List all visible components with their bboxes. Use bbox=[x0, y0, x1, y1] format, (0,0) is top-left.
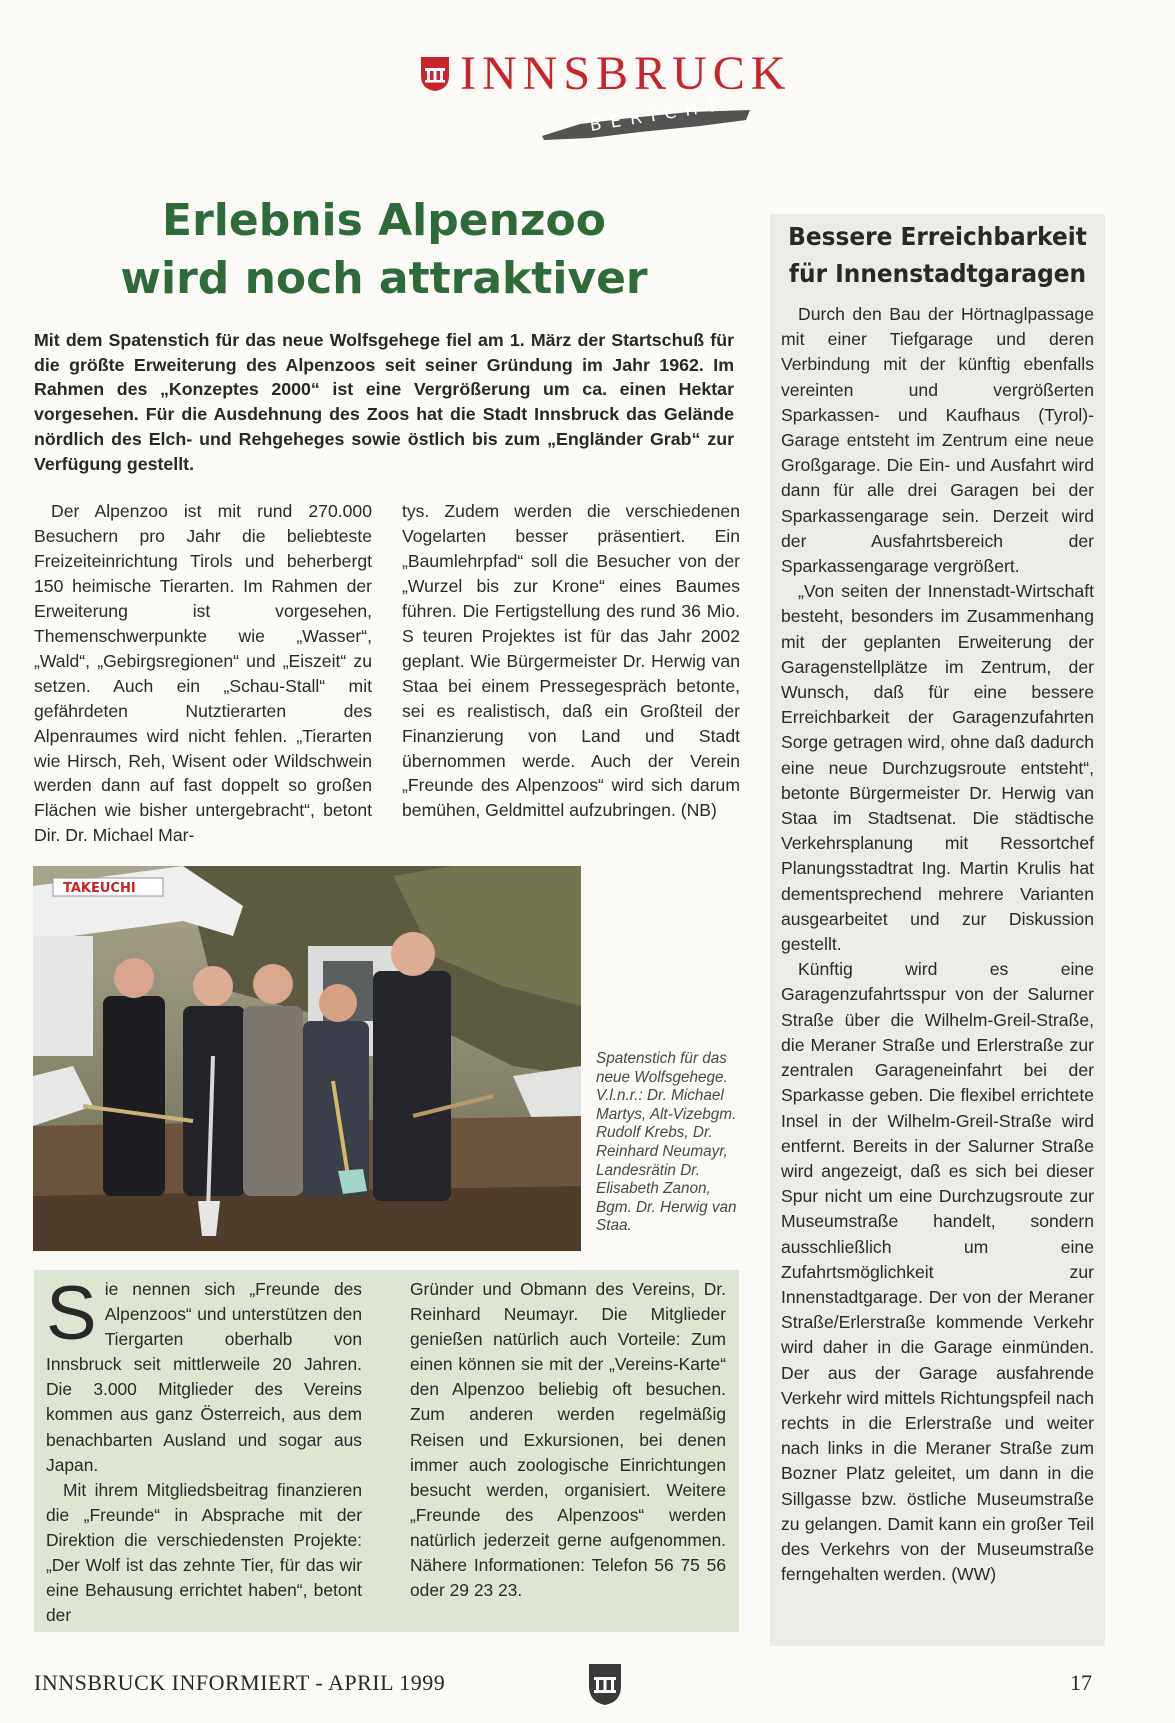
masthead-subtitle: BERICHT bbox=[588, 94, 728, 136]
groundbreaking-photo bbox=[33, 866, 581, 1251]
masthead-title: INNSBRUCK bbox=[460, 47, 792, 100]
innsbruck-crest-icon bbox=[420, 56, 450, 92]
page-number: 17 bbox=[1070, 1670, 1092, 1695]
box-column-2 bbox=[410, 1277, 726, 1603]
sidebar-paragraph-2: „Von seiten der Innenstadt-Wirtschaft besteht, besonders im Zusammenhang mit der geplanten Erweiterung der Garagenstellplätze im Zentrum, der Wunsch, daß für eine bessere Erreichbarkeit der Garagenzufahrten Sorge getragen wird, ohne daß dadurch eine neue Durchzugsroute entsteht“, betonte Bürgermeister Dr. Herwig van Staa im Stadtsenat. Die städtische Verkehrsplanung mit Ressortchef Planungsstadtrat Ing. Martin Krulis hat dementsprechend mehrere Varianten ausgearbeitet und zur Diskussion gestellt. bbox=[781, 581, 1094, 955]
drop-cap: S bbox=[46, 1271, 97, 1356]
masthead bbox=[420, 46, 792, 142]
footer-publication: INNSBRUCK INFORMIERT - APRIL 1999 bbox=[34, 1670, 446, 1695]
sidebar-title-line-1: Bessere Erreichbarkeit bbox=[788, 222, 1087, 251]
lead-text: Mit dem Spatenstich für das neue Wolfsgehege fiel am 1. März der Startschuß für die größte Erweiterung des Alpenzoos seit seiner Gründung im Jahr 1962. Im Rahmen des „Konzeptes 2000“ ist eine Vergrößerung um ca. einen Hektar vorgesehen. Für die Ausdehnung des Zoos hat die Stadt Innsbruck das Gelände nördlich des Elch- und Rehgeheges sowie östlich bis zum „Engländer Grab“ zur Verfügung gestellt. bbox=[34, 330, 734, 474]
article-column-2 bbox=[402, 499, 740, 823]
box-paragraph-1 bbox=[46, 1271, 362, 1478]
sidebar-paragraph-1: Durch den Bau der Hörtnaglpassage mit einer Tiefgarage und deren Verbindung mit der künftig ebenfalls vereinten und vergrößerten Sparkassen- und Kaufhaus (Tyrol)-Garage entsteht im Zentrum eine neue Großgarage. Die Ein- und Ausfahrt wird dann für alle drei Garagen bei der Sparkassengarage sein. Derzeit wird der Ausfahrtsbereich der Sparkassengarage vergrößert. bbox=[781, 304, 1094, 577]
article-headline bbox=[34, 192, 734, 308]
sidebar-title bbox=[770, 218, 1105, 292]
headline-line-2: wird noch attraktiver bbox=[120, 253, 648, 304]
box-column-1 bbox=[46, 1271, 362, 1628]
footer-crest-icon bbox=[587, 1662, 623, 1706]
article-column-1 bbox=[34, 499, 372, 848]
photo-caption: Spatenstich für das neue Wolfsgehege. V.l.n.r.: Dr. Michael Martys, Alt-Vizebgm. Rudolf Krebs, Dr. Reinhard Neumayr, Landesrätin Dr. Elisabeth Zanon, Bgm. Dr. Herwig van Staa. bbox=[596, 1050, 737, 1235]
box-paragraph-3: Gründer und Obmann des Vereins, Dr. Reinhard Neumayr. Die Mitglieder genießen natürlich auch Vorteile: Zum einen können sie mit der „Vereins-Karte“ den Alpenzoo beliebig oft besuchen. Zum anderen werden regelmäßig Reisen und Exkursionen, bei denen immer auch zoologische Einrichtungen besucht werden, organisiert. Weitere „Freunde des Alpenzoos“ werden natürlich jederzeit gerne aufgenommen. Nähere Informationen: Telefon 56 75 56 oder 29 23 23. bbox=[410, 1279, 726, 1601]
takeuchi-label: TAKEUCHI bbox=[63, 881, 136, 896]
sidebar-title-line-2: für Innenstadtgaragen bbox=[788, 259, 1087, 288]
sidebar-paragraph-3: Künftig wird es eine Garagenzufahrtsspur von der Salurner Straße über die Wilhelm-Greil-Straße, die Meraner Straße und Erlerstraße zur zentralen Garageneinfahrt bei der Sparkasse geben. Die flexibel errichtete Insel in der Wilhelm-Greil-Straße wird entfernt. Bereits in der Salurner Straße wird angezeigt, daß es sich bei dieser Spur nicht um eine Durchzugsroute zur Museumstraße handelt, sondern ausschließlich um eine Zufahrtsmöglichkeit zur Innenstadtgarage. Der von der Meraner Straße/Erlerstraße kommende Verkehr wird daher in die Garage einmünden. Der aus der Garage ausfahrende Verkehr wird mittels Richtungspfeil nach rechts in die Erlerstraße und weiter nach links in die Meraner Straße zum Bozner Platz geleitet, um dann in die Sillgasse bzw. östliche Museumstraße zu gelangen. Damit kann ein großer Teil des Verkehrs von der Museumstraße ferngehalten werden. (WW) bbox=[781, 959, 1094, 1585]
box-paragraph-1-text: ie nennen sich „Freunde des Alpenzoos“ und unterstützen den Tiergarten oberhalb von Innsbruck seit mittlerweile 20 Jahren. Die 3.000 Mitglieder des Vereins kommen aus ganz Österreich, aus dem benachbarten Ausland und sogar aus Japan. bbox=[46, 1279, 362, 1475]
article-paragraph: tys. Zudem werden die verschiedenen Vogelarten besser präsentiert. Ein „Baumlehrpfad“ soll die Besucher von der „Wurzel bis zur Krone“ eines Baumes führen. Die Fertigstellung des rund 36 Mio. S teuren Projektes ist für das Jahr 2002 geplant. Wie Bürgermeister Dr. Herwig van Staa bei einem Pressegespräch betonte, sei es realistisch, daß ein Großteil der Finanzierung von Land und Stadt übernommen werde. Auch der Verein „Freunde des Alpenzoos“ wird sich darum bemühen, Geldmittel aufzubringen. (NB) bbox=[402, 501, 740, 821]
box-paragraph-2: Mit ihrem Mitgliedsbeitrag finanzieren die „Freunde“ in Absprache mit der Direktion die verschiedensten Projekte: „Der Wolf ist das zehnte Tier, für das wir eine Behausung errichtet haben“, betont der bbox=[46, 1479, 362, 1626]
article-paragraph: Der Alpenzoo ist mit rund 270.000 Besuchern pro Jahr die beliebteste Freizeiteinrichtung Tirols und beherbergt 150 heimische Tierarten. Im Rahmen der Erweiterung ist vorgesehen, Themenschwerpunkte wie „Wasser“, „Wald“, „Gebirgsregionen“ und „Eiszeit“ zu setzen. Auch ein „Schau-Stall“ mit gefährdeten Nutztierarten des Alpenraumes wird nicht fehlen. „Tierarten wie Hirsch, Reh, Wisent oder Wildschwein werden dann auf fast doppelt so großen Flächen wie bisher untergebracht“, betont Dir. Dr. Michael Mar- bbox=[34, 501, 372, 846]
article-lead bbox=[34, 328, 734, 476]
headline-line-1: Erlebnis Alpenzoo bbox=[162, 195, 606, 246]
sidebar-body bbox=[781, 302, 1094, 1587]
